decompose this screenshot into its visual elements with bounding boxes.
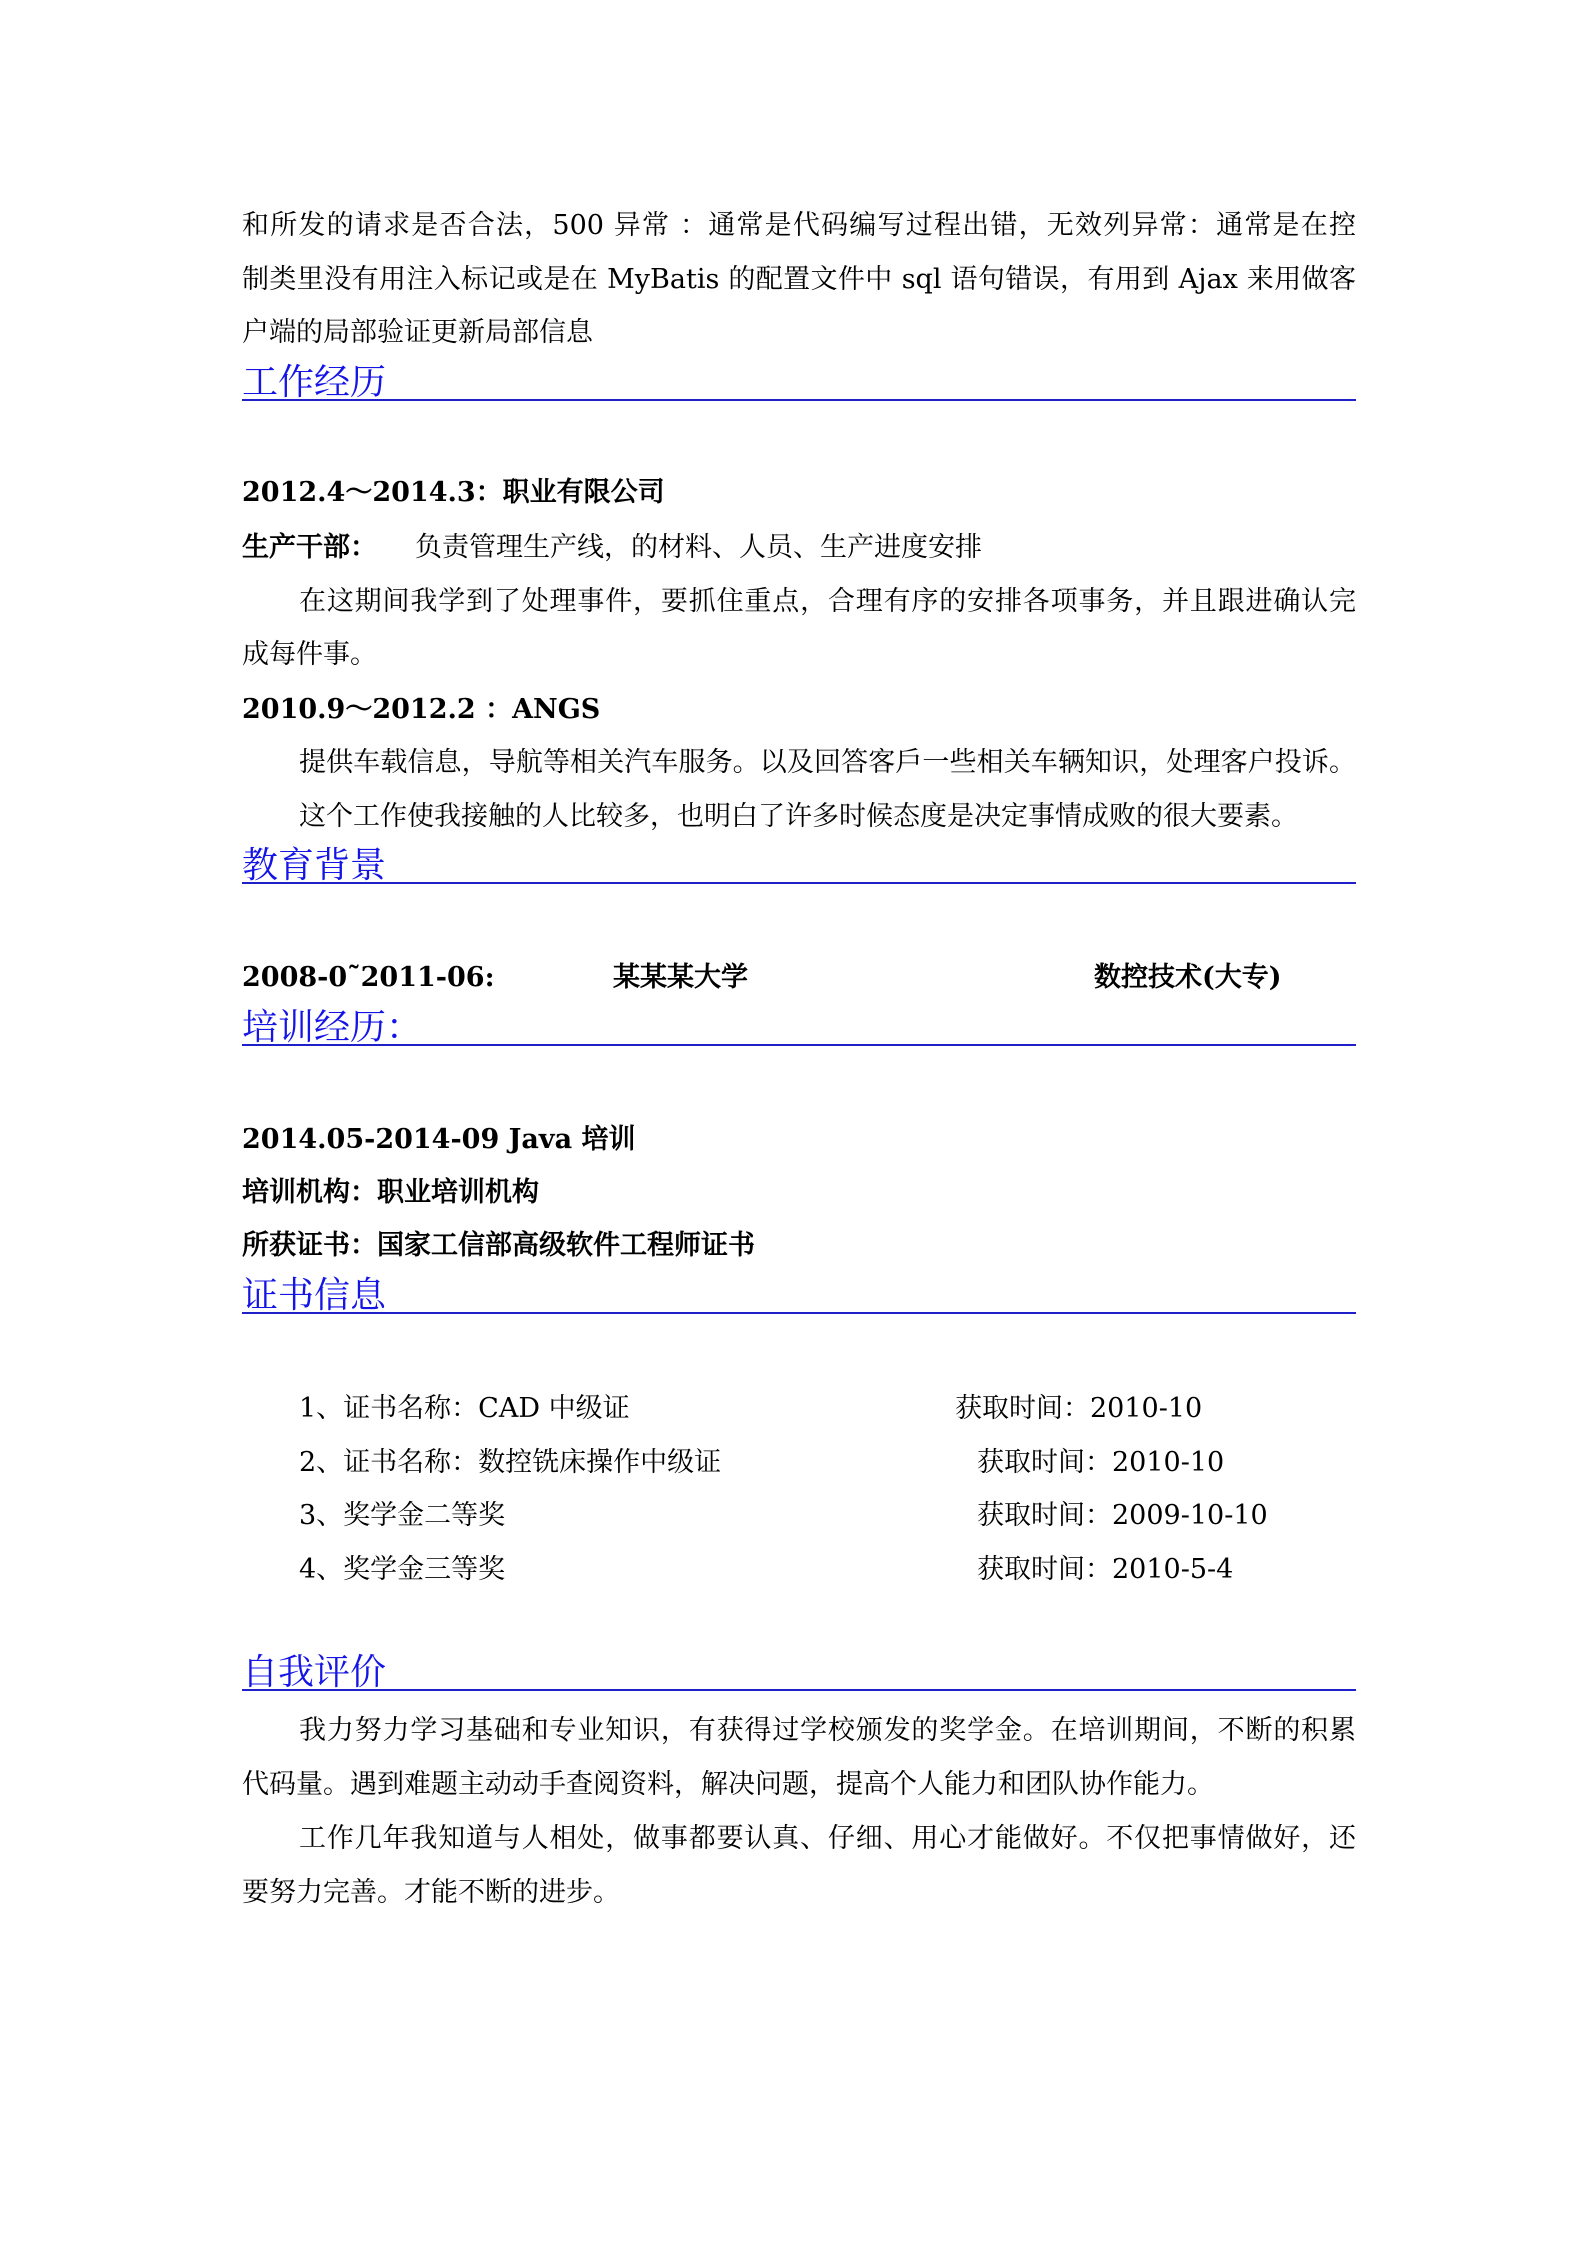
training-certificate [242,1226,1356,1266]
self-evaluation-line: 我力努力学习基础和专业知识，有获得过学校颁发的奖学金。在培训期间，不断的积累 [299,1715,1356,1746]
certificate-item [0,1550,1587,1590]
section-heading-self-evaluation [242,1650,1356,1691]
certificate-item [0,1496,1587,1536]
section-heading-text: 教育背景 [242,845,387,886]
section-heading-training [242,1005,1356,1046]
certificate-item [0,1443,1587,1483]
self-evaluation-line: 代码量。遇到难题主动动手查阅资料，解决问题，提高个人能力和团队协作能力。 [242,1769,1214,1800]
certificate-item [0,1389,1587,1429]
self-evaluation-line: 工作几年我知道与人相处，做事都要认真、仔细、用心才能做好。不仅把事情做好，还 [299,1823,1356,1854]
training-certificate-label: 所获证书： [242,1230,377,1261]
section-heading-text: 证书信息 [242,1275,387,1316]
certificate-name: 3、奖学金二等奖 [299,1500,506,1531]
section-heading-text: 自我评价 [242,1652,387,1693]
job-role-description: 负责管理生产线，的材料、人员、生产进度安排 [415,532,982,563]
education-school: 某某某大学 [613,962,748,993]
education-major: 数控技术(大专) [1094,962,1282,993]
certificate-date: 获取时间：2010-10 [977,1447,1225,1478]
training-organization-label: 培训机构： [242,1177,377,1208]
section-heading-education [242,843,1356,884]
continued-text-line: 和所发的请求是否合法，500 异常 ：通常是代码编写过程出错，无效列异常：通常是在控 [242,210,1356,241]
job-description-line: 在这期间我学到了处理事件，要抓住重点，合理有序的安排各项事务，并且跟进确认完 [299,586,1356,617]
section-heading-text: 培训经历： [242,1007,423,1048]
job-description-line: 成每件事。 [242,639,377,670]
certificate-date: 获取时间：2009-10-10 [977,1500,1268,1531]
certificate-date: 获取时间：2010-5-4 [977,1554,1234,1585]
certificate-name: 2、证书名称：数控铣床操作中级证 [299,1447,722,1478]
training-course: 2014.05-2014-09 Java 培训 [242,1124,636,1155]
certificate-name: 4、奖学金三等奖 [299,1554,506,1585]
self-evaluation-line: 要努力完善。才能不断的进步。 [242,1877,620,1908]
education-row [0,958,1587,998]
continued-text-line: 制类里没有用注入标记或是在 MyBatis 的配置文件中 sql 语句错误，有用到 Ajax 来用做客 [242,264,1356,295]
education-period: 2008-0˜2011-06: [242,962,495,993]
job-role-label: 生产干部： [242,532,377,563]
job-description-line: 提供车载信息，导航等相关汽车服务。以及回答客戶一些相关车辆知识，处理客户投诉。 [299,747,1356,778]
section-heading-work [242,360,1356,401]
training-organization [242,1173,1356,1213]
section-heading-certificates [242,1273,1356,1314]
certificate-name: 1、证书名称：CAD 中级证 [299,1393,630,1424]
continued-text-line: 户端的局部验证更新局部信息 [242,317,593,348]
training-certificate-value: 国家工信部高级软件工程师证书 [377,1230,755,1261]
section-heading-text: 工作经历 [242,362,387,403]
training-organization-value: 职业培训机构 [377,1177,539,1208]
job-role-row [0,528,1587,568]
job-title: 2012.4～2014.3：职业有限公司 [242,477,665,508]
certificate-date: 获取时间：2010-10 [955,1393,1203,1424]
job-title: 2010.9～2012.2 ：ANGS [242,694,601,725]
job-description-line: 这个工作使我接触的人比较多，也明白了许多时候态度是决定事情成败的很大要素。 [299,801,1298,832]
